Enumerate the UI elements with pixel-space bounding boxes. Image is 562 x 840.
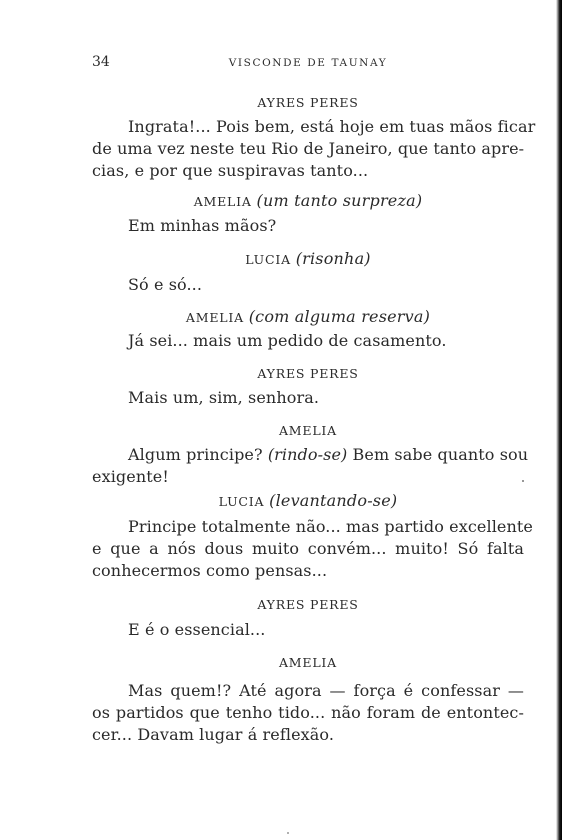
dialogue-line: Mais um, sim, senhora. <box>128 388 320 407</box>
page-number: 34 <box>92 54 110 70</box>
dialogue-line: Em minhas mãos? <box>128 216 277 235</box>
dialogue-line: os partidos que tenho tido... não foram de entontec- <box>92 703 524 722</box>
speaker-name: AMELIA <box>185 310 244 325</box>
dialogue-line: Só e só... <box>128 275 203 294</box>
speaker-name: LUCIA <box>245 252 291 267</box>
stage-direction: (com alguma reserva) <box>248 307 431 326</box>
dialogue-line: de uma vez neste teu Rio de Janeiro, que tanto apre- <box>92 139 525 158</box>
page-header <box>92 52 524 72</box>
speaker-heading <box>92 423 524 438</box>
speaker-name: AMELIA <box>278 655 338 670</box>
speaker-heading <box>92 491 524 510</box>
dialogue-line: Já sei... mais um pedido de casamento. <box>128 331 447 350</box>
speaker-name: AYRES PERES <box>257 366 359 381</box>
speaker-name: AYRES PERES <box>257 597 359 612</box>
dialogue-text: Bem sabe quanto sou <box>347 445 529 464</box>
inline-stage-direction: (rindo-se) <box>267 445 348 464</box>
dialogue-line: conhecermos como pensas... <box>92 561 328 580</box>
stage-direction: (um tanto surpreza) <box>256 191 423 210</box>
dialogue-line: e que a nós dous muito convém... muito! Só falta <box>92 539 524 558</box>
dialogue-line: Ingrata!... Pois bem, está hoje em tuas mãos ficar <box>128 117 536 136</box>
speaker-heading <box>92 95 524 110</box>
dialogue-line: cer... Davam lugar á reflexão. <box>92 725 335 744</box>
speaker-heading <box>92 307 524 326</box>
page-edge-shadow <box>556 0 562 840</box>
dialogue-line: Principe totalmente não... mas partido excellente <box>128 517 534 536</box>
dialogue-line <box>92 445 529 464</box>
speaker-heading <box>92 597 524 612</box>
dialogue-line: Mas quem!? Até agora — força é confessar — <box>128 681 524 700</box>
speaker-heading <box>92 191 524 210</box>
dialogue-text: Algum principe? <box>128 445 268 464</box>
running-title: VISCONDE DE TAUNAY <box>228 57 388 69</box>
dialogue-line: exigente! <box>92 467 169 486</box>
speaker-heading <box>92 249 524 268</box>
speaker-name: AMELIA <box>278 423 338 438</box>
stage-direction: (risonha) <box>295 249 371 268</box>
dialogue-line: cias, e por que suspiravas tanto... <box>92 161 369 180</box>
speaker-name: AYRES PERES <box>257 95 359 110</box>
speaker-heading <box>92 655 524 670</box>
paper-speck <box>522 480 524 482</box>
dialogue-line: E é o essencial... <box>128 620 266 639</box>
speaker-name: LUCIA <box>218 494 265 509</box>
speaker-heading <box>92 366 524 381</box>
stage-direction: (levantando-se) <box>269 491 398 510</box>
speaker-name: AMELIA <box>193 194 252 209</box>
paper-speck <box>287 832 289 834</box>
